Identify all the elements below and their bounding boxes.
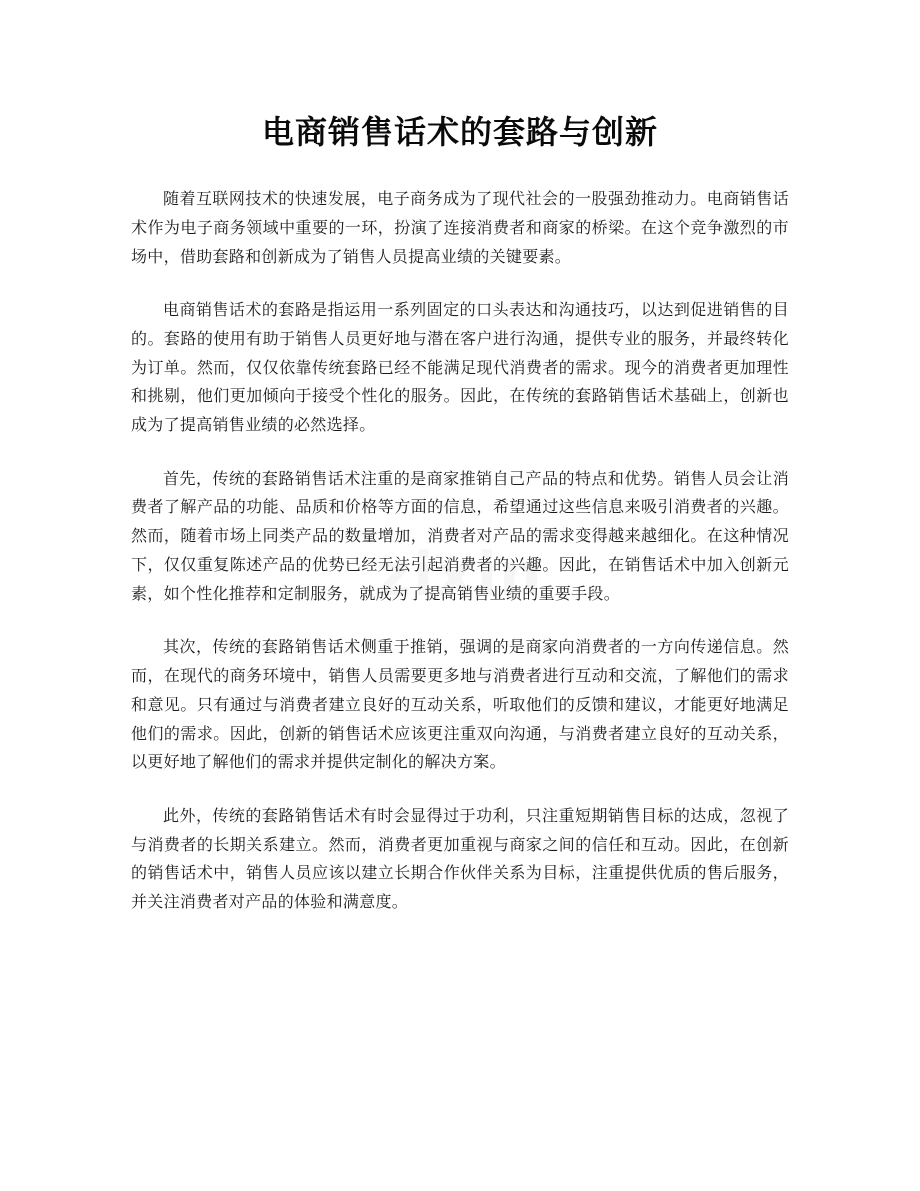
paragraph-1: 随着互联网技术的快速发展，电子商务成为了现代社会的一股强劲推动力。电商销售话术作为电子商务领域中重要的一环，扮演了连接消费者和商家的桥梁。在这个竞争激烈的市场中，借助套路和创新成为了销售人员提高业绩的关键要素。: [131, 189, 789, 266]
paragraph-4: 其次，传统的套路销售话术侧重于推销，强调的是商家向消费者的一方向传递信息。然而，在现代的商务环境中，销售人员需要更多地与消费者进行互动和交流，了解他们的需求和意见。只有通过与消费者建立良好的互动关系，听取他们的反馈和建议，才能更好地满足他们的需求。因此，创新的销售话术应该更注重双向沟通，与消费者建立良好的互动关系，以更好地了解他们的需求并提供定制化的解决方案。: [131, 637, 789, 772]
paragraph-5: 此外，传统的套路销售话术有时会显得过于功利，只注重短期销售目标的达成，忽视了与消费者的长期关系建立。然而，消费者更加重视与商家之间的信任和互动。因此，在创新的销售话术中，销售人员应该以建立长期合作伙伴关系为目标，注重提供优质的售后服务，并关注消费者对产品的体验和满意度。: [131, 805, 789, 912]
document-title: 电商销售话术的套路与创新: [261, 113, 658, 151]
paragraph-3: 首先，传统的套路销售话术注重的是商家推销自己产品的特点和优势。销售人员会让消费者了解产品的功能、品质和价格等方面的信息，希望通过这些信息来吸引消费者的兴趣。然而，随着市场上同类产品的数量增加，消费者对产品的需求变得越来越细化。在这种情况下，仅仅重复陈述产品的优势已经无法引起消费者的兴趣。因此，在销售话术中加入创新元素，如个性化推荐和定制服务，就成为了提高销售业绩的重要手段。: [131, 468, 789, 603]
paragraph-2: 电商销售话术的套路是指运用一系列固定的口头表达和沟通技巧，以达到促进销售的目的。套路的使用有助于销售人员更好地与潜在客户进行沟通，提供专业的服务，并最终转化为订单。然而，仅仅依靠传统套路已经不能满足现代消费者的需求。现今的消费者更加理性和挑剔，他们更加倾向于接受个性化的服务。因此，在传统的套路销售话术基础上，创新也成为了提高销售业绩的必然选择。: [131, 299, 789, 435]
document-body: [131, 185, 789, 942]
